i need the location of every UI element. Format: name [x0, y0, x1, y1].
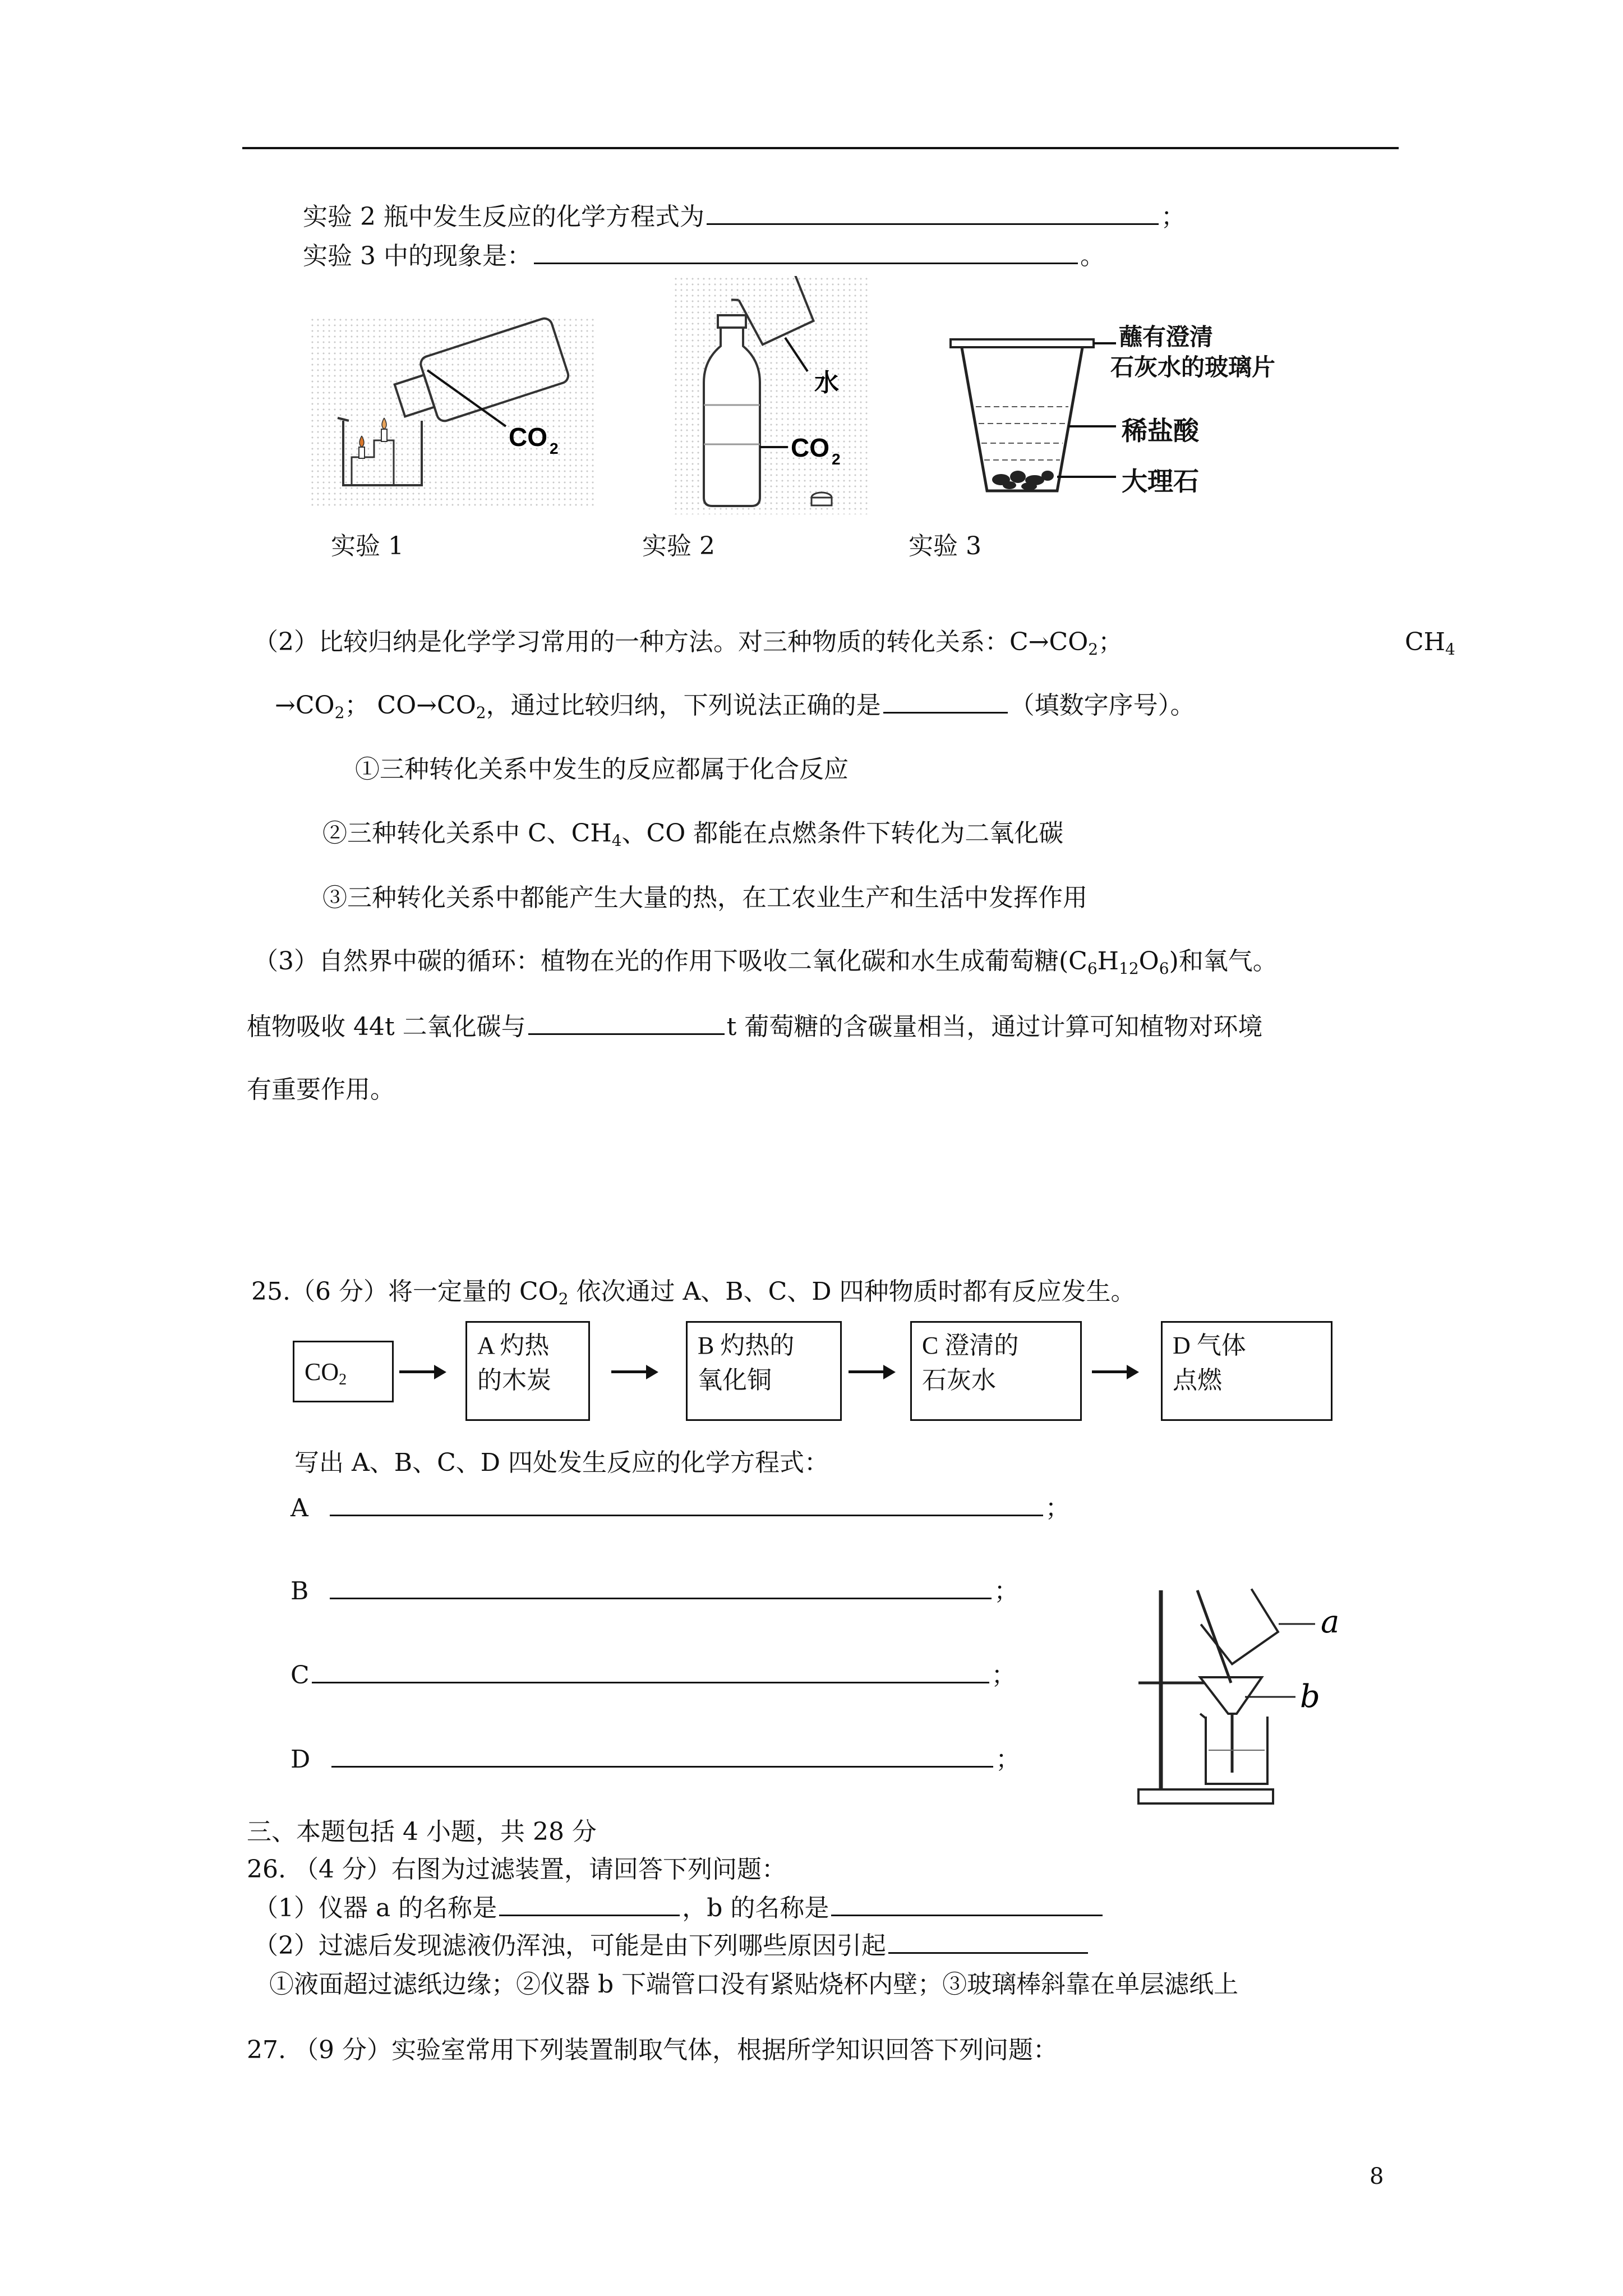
- fig3-label-acid: 稀盐酸: [1122, 416, 1199, 446]
- subscript: 2: [334, 703, 345, 722]
- text: CH: [1405, 628, 1446, 656]
- punct: 。: [1080, 242, 1105, 270]
- text: 点燃: [1173, 1366, 1222, 1394]
- text: D 气体: [1173, 1332, 1246, 1359]
- flow-box-c: [910, 1321, 1082, 1421]
- page-number: 8: [1370, 2164, 1384, 2189]
- text: ；: [1098, 628, 1123, 656]
- flow-box-co2: [293, 1341, 394, 1402]
- label: C: [291, 1661, 310, 1690]
- q26-part2: [253, 1930, 1090, 1962]
- q25-prompt: 写出 A、B、C、D 四处发生反应的化学方程式：: [294, 1448, 829, 1477]
- answer-blank[interactable]: [888, 1930, 1088, 1954]
- answer-blank[interactable]: [312, 1659, 989, 1683]
- text: 的木炭: [477, 1366, 551, 1394]
- q25-answer-d: [291, 1743, 1020, 1775]
- answer-blank[interactable]: [883, 689, 1008, 714]
- q24-part2-line2: [275, 689, 1195, 721]
- label: D: [291, 1745, 311, 1774]
- experiment-1-drawing: [310, 317, 597, 508]
- experiment-1-figure: [310, 317, 597, 508]
- q25-title: [251, 1276, 1136, 1308]
- filtration-drawing: [1127, 1579, 1396, 1815]
- text: B 灼热的: [698, 1332, 795, 1359]
- text: C 澄清的: [922, 1332, 1019, 1359]
- q27-title: 27. （9 分）实验室常用下列装置制取气体，根据所学知识回答下列问题：: [247, 2036, 1058, 2064]
- fig1-co2-label: CO: [509, 422, 547, 452]
- text: ，通过比较归纳，下列说法正确的是: [486, 691, 881, 720]
- answer-blank[interactable]: [534, 240, 1078, 264]
- subscript: 6: [1087, 959, 1098, 978]
- fig2-co2-label: CO: [791, 433, 829, 462]
- text: （2）过滤后发现滤液仍浑浊，可能是由下列哪些原因引起: [253, 1931, 886, 1960]
- subscript: 6: [1159, 959, 1169, 978]
- text: )和氧气。: [1169, 947, 1278, 976]
- q24-part3-line2: [247, 1011, 1262, 1043]
- q25-answer-b: [291, 1575, 1018, 1607]
- subscript: 4: [611, 831, 622, 850]
- text: 、CO 都能在点燃条件下转化为二氧化碳: [621, 819, 1064, 848]
- fig2-water-label: 水: [814, 369, 839, 397]
- answer-blank[interactable]: [331, 1743, 993, 1768]
- text: →CO: [275, 691, 335, 720]
- fig3-label-marble: 大理石: [1122, 466, 1199, 496]
- text: 氧化铜: [698, 1366, 772, 1394]
- subscript: 2: [476, 703, 486, 722]
- flow-arrow: [611, 1370, 655, 1373]
- q25-answer-a: [291, 1492, 1070, 1524]
- q26-part1: [253, 1892, 1105, 1924]
- text: t 葡萄糖的含碳量相当，通过计算可知植物对环境: [726, 1013, 1263, 1041]
- punct: ；: [1045, 1494, 1070, 1522]
- q26-options: ①液面超过滤纸边缘；②仪器 b 下端管口没有紧贴烧杯内壁；③玻璃棒斜靠在单层滤纸上: [269, 1970, 1239, 1999]
- option-3: ③三种转化关系中都能产生大量的热，在工农业生产和生活中发挥作用: [322, 884, 1087, 912]
- answer-blank[interactable]: [528, 1011, 725, 1035]
- experiment-2-caption: 实验 2: [642, 532, 715, 560]
- option-1: ①三种转化关系中发生的反应都属于化合反应: [355, 755, 849, 784]
- text: ②三种转化关系中 C、CH: [322, 819, 612, 848]
- text: CO: [305, 1358, 339, 1386]
- exp2-text: 实验 2 瓶中发生反应的化学方程式为: [303, 203, 704, 231]
- answer-blank[interactable]: [707, 201, 1159, 225]
- q24-line-exp3: [303, 240, 1105, 272]
- answer-blank[interactable]: [330, 1575, 992, 1599]
- flow-box-a: [465, 1321, 590, 1421]
- text: （填数字序号）。: [1009, 691, 1195, 720]
- subscript: 12: [1119, 959, 1139, 978]
- q24-part3-line3: 有重要作用。: [247, 1075, 395, 1104]
- text: O: [1138, 947, 1159, 976]
- q24-part3-line1: [253, 946, 1278, 977]
- experiment-2-drawing: [673, 276, 869, 514]
- punct: ；: [1160, 203, 1186, 231]
- flow-arrow: [1092, 1370, 1136, 1373]
- header-rule: [242, 147, 1399, 149]
- answer-blank[interactable]: [330, 1492, 1043, 1516]
- subscript: 2: [339, 1371, 347, 1388]
- flow-arrow: [849, 1370, 892, 1373]
- text: 25.（6 分）将一定量的 CO: [251, 1277, 559, 1306]
- punct: ；: [995, 1745, 1021, 1774]
- punct: ；: [991, 1661, 1016, 1690]
- section-3-heading: 三、本题包括 4 小题，共 28 分: [247, 1818, 597, 1846]
- label-a: a: [1321, 1604, 1340, 1640]
- text: ，b 的名称是: [682, 1894, 829, 1922]
- filtration-apparatus-figure: [1127, 1579, 1396, 1815]
- text: （1）仪器 a 的名称是: [253, 1894, 497, 1922]
- text: H: [1097, 947, 1119, 976]
- text: （3）自然界中碳的循环：植物在光的作用下吸收二氧化碳和水生成葡萄糖(C: [253, 947, 1087, 976]
- text: （2）比较归纳是化学学习常用的一种方法。对三种物质的转化关系：C→CO: [253, 628, 1089, 656]
- text: A 灼热: [477, 1332, 550, 1359]
- flow-box-d: [1161, 1321, 1332, 1421]
- q24-part2-line1: [253, 627, 1123, 658]
- text: 植物吸收 44t 二氧化碳与: [247, 1013, 526, 1041]
- flow-box-b: [686, 1321, 842, 1421]
- q25-answer-c: [291, 1659, 1016, 1691]
- subscript: 2: [558, 1290, 569, 1308]
- fig3-label-glass-1: 蘸有澄清: [1119, 323, 1214, 351]
- experiment-2-figure: [673, 276, 869, 514]
- experiment-1-caption: 实验 1: [331, 532, 404, 560]
- text: ； CO→CO: [344, 691, 476, 720]
- text: 依次通过 A、B、C、D 四种物质时都有反应发生。: [568, 1277, 1136, 1306]
- fig2-co2-sub: 2: [832, 450, 841, 468]
- option-2: [322, 818, 1063, 849]
- fig3-label-glass-2: 石灰水的玻璃片: [1110, 353, 1276, 381]
- q26-title: 26. （4 分）右图为过滤装置，请回答下列问题：: [247, 1855, 786, 1884]
- punct: ；: [994, 1577, 1019, 1605]
- exp3-text: 实验 3 中的现象是：: [303, 242, 532, 270]
- label: A: [291, 1494, 308, 1522]
- text: 石灰水: [922, 1366, 996, 1394]
- flow-arrow: [399, 1370, 443, 1373]
- q24-part2-ch4: [1405, 627, 1455, 658]
- answer-blank[interactable]: [499, 1892, 680, 1916]
- q24-line-exp2: [303, 201, 1186, 233]
- subscript: 2: [1088, 640, 1099, 659]
- label: B: [291, 1577, 309, 1605]
- experiment-3-figure: [948, 314, 1295, 505]
- label-b: b: [1300, 1678, 1320, 1715]
- answer-blank[interactable]: [831, 1892, 1103, 1916]
- subscript: 4: [1445, 640, 1455, 659]
- experiment-3-caption: 实验 3: [909, 532, 981, 560]
- fig1-co2-sub: 2: [550, 440, 559, 457]
